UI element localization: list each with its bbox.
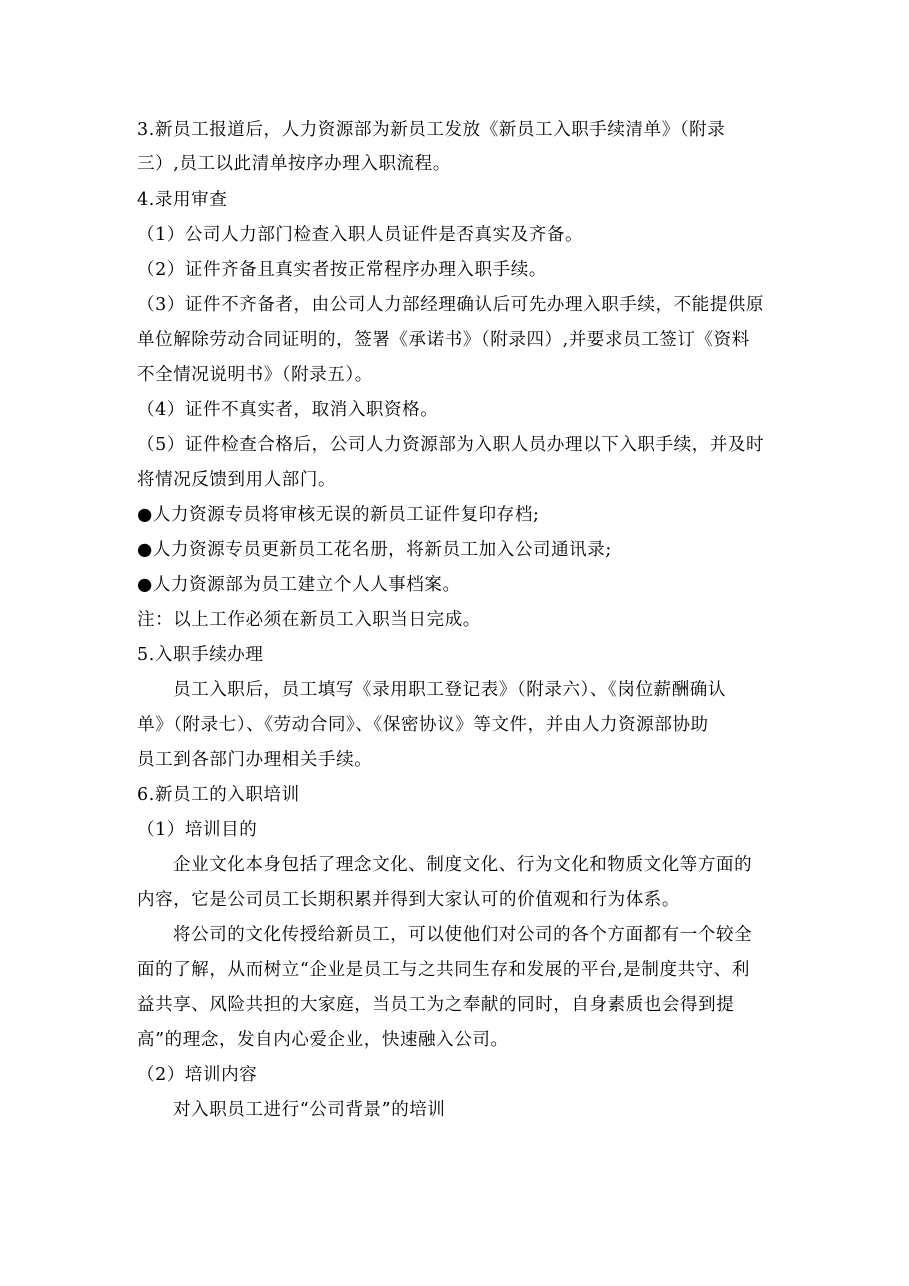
paragraph-line: 对入职员工进行“公司背景”的培训 xyxy=(173,1100,446,1120)
paragraph-line: 企业文化本身包括了理念文化、制度文化、行为文化和物质文化等方面的 xyxy=(173,855,753,875)
bullet-item: ●人力资源部为员工建立个人人事档案。 xyxy=(137,575,461,595)
note-line: 注：以上工作必须在新员工入职当日完成。 xyxy=(137,610,481,630)
paragraph-line: 将情况反馈到用人部门。 xyxy=(137,470,337,490)
paragraph-line: 高”的理念，发自内心爱企业，快速融入公司。 xyxy=(137,1030,509,1050)
paragraph-line: 单》（附录七）、《劳动合同》、《保密协议》等文件，并由人力资源部协助 xyxy=(137,715,709,735)
subsection-heading: （1）培训目的 xyxy=(137,820,258,840)
paragraph-line: 三）,员工以此清单按序办理入职流程。 xyxy=(137,154,451,174)
list-item: （2）证件齐备且真实者按正常程序办理入职手续。 xyxy=(137,260,547,280)
list-item: （3）证件不齐备者，由公司人力部经理确认后可先办理入职手续，不能提供原 xyxy=(137,295,765,315)
paragraph-line: 益共享、风险共担的大家庭，当员工为之奉献的同时，自身素质也会得到提 xyxy=(137,995,735,1015)
paragraph-line: 不全情况说明书》（附录五）。 xyxy=(137,365,373,385)
list-item: （1）公司人力部门检查入职人员证件是否真实及齐备。 xyxy=(137,225,584,245)
section-heading: 4.录用审查 xyxy=(137,190,228,210)
paragraph-line: 员工入职后，员工填写《录用职工登记表》（附录六）、《岗位薪酬确认 xyxy=(173,680,726,700)
list-item: （4）证件不真实者，取消入职资格。 xyxy=(137,400,439,420)
bullet-item: ●人力资源专员将审核无误的新员工证件复印存档; xyxy=(137,505,540,525)
paragraph-line: 单位解除劳动合同证明的，签署《承诺书》（附录四）,并要求员工签订《资料 xyxy=(137,330,750,350)
paragraph-line: 将公司的文化传授给新员工，可以使他们对公司的各个方面都有一个较全 xyxy=(173,925,753,945)
bullet-item: ●人力资源专员更新员工花名册，将新员工加入公司通讯录; xyxy=(137,540,612,560)
list-item: （5）证件检查合格后，公司人力资源部为入职人员办理以下入职手续，并及时 xyxy=(137,435,765,455)
section-heading: 5.入职手续办理 xyxy=(137,645,264,665)
paragraph-line: 内容，它是公司员工长期积累并得到大家认可的价值观和行为体系。 xyxy=(137,890,680,910)
paragraph-line: 面的了解，从而树立“企业是员工与之共同生存和发展的平台,是制度共守、利 xyxy=(137,960,751,980)
subsection-heading: （2）培训内容 xyxy=(137,1065,258,1085)
paragraph-line: 3.新员工报道后，人力资源部为新员工发放《新员工入职手续清单》（附录 xyxy=(137,120,726,140)
section-heading: 6.新员工的入职培训 xyxy=(137,785,300,805)
paragraph-line: 员工到各部门办理相关手续。 xyxy=(137,750,373,770)
